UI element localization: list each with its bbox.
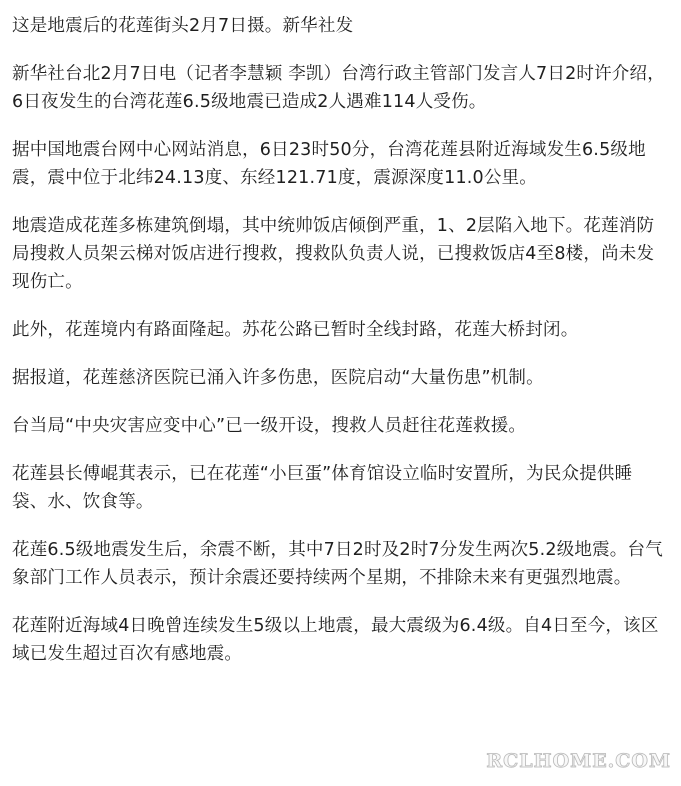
- paragraph-lead: 新华社台北2月7日电（记者李慧颖 李凯）台湾行政主管部门发言人7日2时许介绍，6日夜发生的台湾花莲6.5级地震已造成2人遇难114人受伤。: [12, 64, 665, 112]
- paragraph-earlier-quakes: 花莲附近海域4日晚曾连续发生5级以上地震，最大震级为6.4级。自4日至今，该区域已发生超过百次有感地震。: [12, 616, 659, 664]
- paragraph-emergency-center: 台当局“中央灾害应变中心”已一级开设，搜救人员赶往花莲救援。: [12, 416, 527, 436]
- article-body: [12, 12, 667, 688]
- paragraph-road-closures: 此外，花莲境内有路面隆起。苏花公路已暂时全线封路，花莲大桥封闭。: [12, 320, 579, 340]
- paragraph-hospital: 据报道，花莲慈济医院已涌入许多伤患，医院启动“大量伤患”机制。: [12, 368, 544, 388]
- paragraph-quake-details: 据中国地震台网中心网站消息，6日23时50分，台湾花莲县附近海域发生6.5级地震，震中位于北纬24.13度、东经121.71度，震源深度11.0公里。: [12, 140, 646, 188]
- site-watermark: RCLHOME.COM: [486, 750, 671, 772]
- paragraph-shelter: 花莲县长傅崐萁表示，已在花莲“小巨蛋”体育馆设立临时安置所，为民众提供睡袋、水、饮食等。: [12, 464, 633, 512]
- paragraph-photo-caption: 这是地震后的花莲街头2月7日摄。新华社发: [12, 16, 354, 36]
- paragraph-building-collapse: 地震造成花莲多栋建筑倒塌，其中统帅饭店倾倒严重，1、2层陷入地下。花莲消防局搜救人员架云梯对饭店进行搜救，搜救队负责人说，已搜救饭店4至8楼，尚未发现伤亡。: [12, 216, 655, 292]
- paragraph-aftershocks: 花莲6.5级地震发生后，余震不断，其中7日2时及2时7分发生两次5.2级地震。台气象部门工作人员表示，预计余震还要持续两个星期，不排除未来有更强烈地震。: [12, 540, 663, 588]
